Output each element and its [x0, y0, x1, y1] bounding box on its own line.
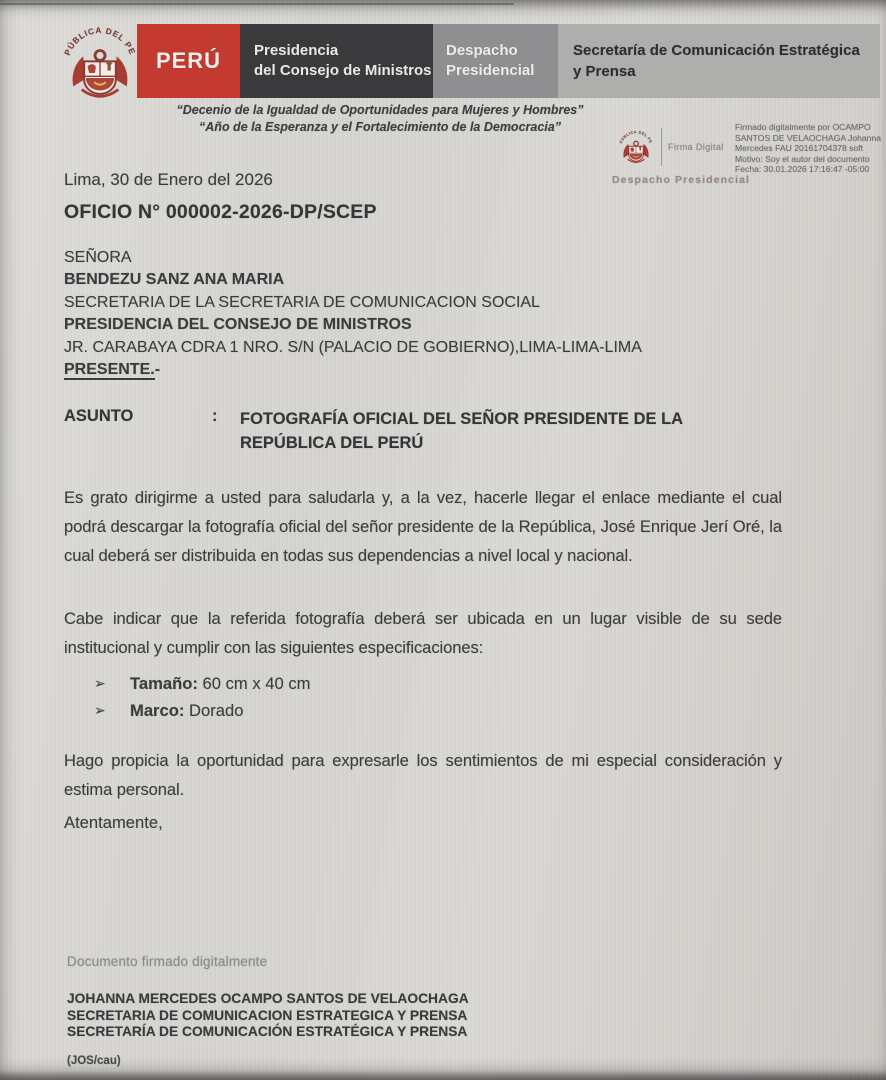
- signer-block: [67, 991, 469, 1041]
- presente-line: [64, 359, 764, 381]
- header-block-pcm: [240, 24, 433, 98]
- mottos: [70, 102, 690, 136]
- closing-paragraph: Hago propicia la oportunidad para expresarle los sentimientos de mi especial consideración y estima personal.: [64, 751, 782, 799]
- scep-line1: Secretaría de Comunicación Estratégica: [573, 42, 860, 59]
- stamp-line: Firmado digitalmente por OCAMPO: [735, 122, 871, 132]
- stamp-line: Fecha: 30.01.2026 17:16:47 -05:00: [735, 164, 870, 175]
- stamp-detail-lines: [735, 122, 885, 175]
- oficio-number: OFICIO N° 000002-2026-DP/SCEP: [64, 201, 377, 223]
- peru-label: PERÚ: [155, 48, 222, 73]
- arrow-bullet-icon: ➢: [94, 702, 106, 718]
- motto-anio: “Año de la Esperanza y el Fortalecimiento de la Democracia”: [199, 120, 561, 134]
- addressee-name: BENDEZU SANZ ANA MARIA: [64, 271, 285, 289]
- signer-title-1: SECRETARIA DE COMUNICACION ESTRATEGICA Y PRENSA: [67, 1007, 468, 1023]
- closing-salutation: Atentamente,: [64, 813, 163, 832]
- body-paragraph-2: Cabe indicar que la referida fotografía deberá ser ubicada en un lugar visible de su sede institucional y cumplir con las siguientes especificaciones:: [64, 609, 782, 657]
- bullet-label: Tamaño:: [130, 674, 198, 693]
- header-block-despacho: [433, 24, 558, 98]
- pcm-line1: Presidencia: [254, 42, 339, 59]
- stamp-line: SANTOS DE VELAOCHAGA Johanna: [735, 132, 882, 143]
- scep-line2: y Prensa: [573, 63, 636, 80]
- presente-label: PRESENTE.: [64, 361, 155, 379]
- dp-line1: Despacho: [446, 42, 518, 59]
- addressee-block: [64, 247, 764, 381]
- addressee-org: PRESIDENCIA DEL CONSEJO DE MINISTROS: [64, 316, 412, 334]
- presente-dash: -: [154, 361, 161, 379]
- specifications-list: [94, 670, 694, 724]
- subject-colon: :: [212, 407, 218, 425]
- arrow-bullet-icon: ➢: [94, 675, 106, 691]
- body-paragraph-1: Es grato dirigirme a usted para saludarla y, a la vez, hacerle llegar el enlace mediante el cual podrá descargar la fotografía oficial del señor presidente de la República, José Enrique Jerí Oré, la cual deberá ser distribuida en todas sus dependencias a nivel local y nacional.: [64, 488, 782, 565]
- bullet-value: 60 cm x 40 cm: [202, 674, 311, 693]
- bullet-label: Marco:: [130, 701, 185, 720]
- addressee-salutation: SEÑORA: [64, 249, 132, 266]
- subject-label: ASUNTO: [64, 407, 134, 425]
- signer-title-2: SECRETARÍA DE COMUNICACIÓN ESTRATÉGICA Y PRENSA: [67, 1024, 468, 1039]
- list-item: [94, 670, 694, 697]
- motto-decenio: “Decenio de la Igualdad de Oportunidades para Mujeres y Hombres”: [176, 103, 584, 117]
- digitally-signed-note: Documento firmado digitalmente: [67, 954, 268, 969]
- addressee-address: JR. CARABAYA CDRA 1 NRO. S/N (PALACIO DE GOBIERNO),LIMA-LIMA-LIMA: [64, 338, 642, 356]
- peru-coat-of-arms: [56, 13, 144, 113]
- stamp-line: Mercedes FAU 20161704378 soft: [735, 143, 864, 154]
- list-item: [94, 697, 694, 724]
- firma-digital-label: Firma Digital: [668, 142, 724, 152]
- signer-name: JOHANNA MERCEDES OCAMPO SANTOS DE VELAOCHAGA: [67, 991, 469, 1006]
- digital-signature-stamp: [608, 120, 880, 198]
- document-initials: (JOS/cau): [67, 1055, 121, 1067]
- stamp-coat-of-arms-icon: [616, 124, 656, 170]
- bullet-value: Dorado: [189, 701, 244, 720]
- letter-date: Lima, 30 de Enero del 2026: [64, 170, 273, 189]
- addressee-title: SECRETARIA DE LA SECRETARIA DE COMUNICACION SOCIAL: [64, 293, 540, 311]
- stamp-office: Despacho Presidencial: [612, 174, 751, 186]
- pcm-line2: del Consejo de Ministros: [254, 62, 432, 79]
- dp-line2: Presidencial: [446, 62, 535, 79]
- stamp-line: Motivo: Soy el autor del documento: [735, 153, 870, 164]
- subject-text: FOTOGRAFÍA OFICIAL DEL SEÑOR PRESIDENTE DE LA REPÚBLICA DEL PERÚ: [240, 410, 683, 452]
- subject-row: [64, 407, 784, 455]
- header-block-secretaria: [558, 24, 880, 98]
- stamp-divider: [661, 128, 662, 166]
- header-block-peru: [137, 24, 240, 98]
